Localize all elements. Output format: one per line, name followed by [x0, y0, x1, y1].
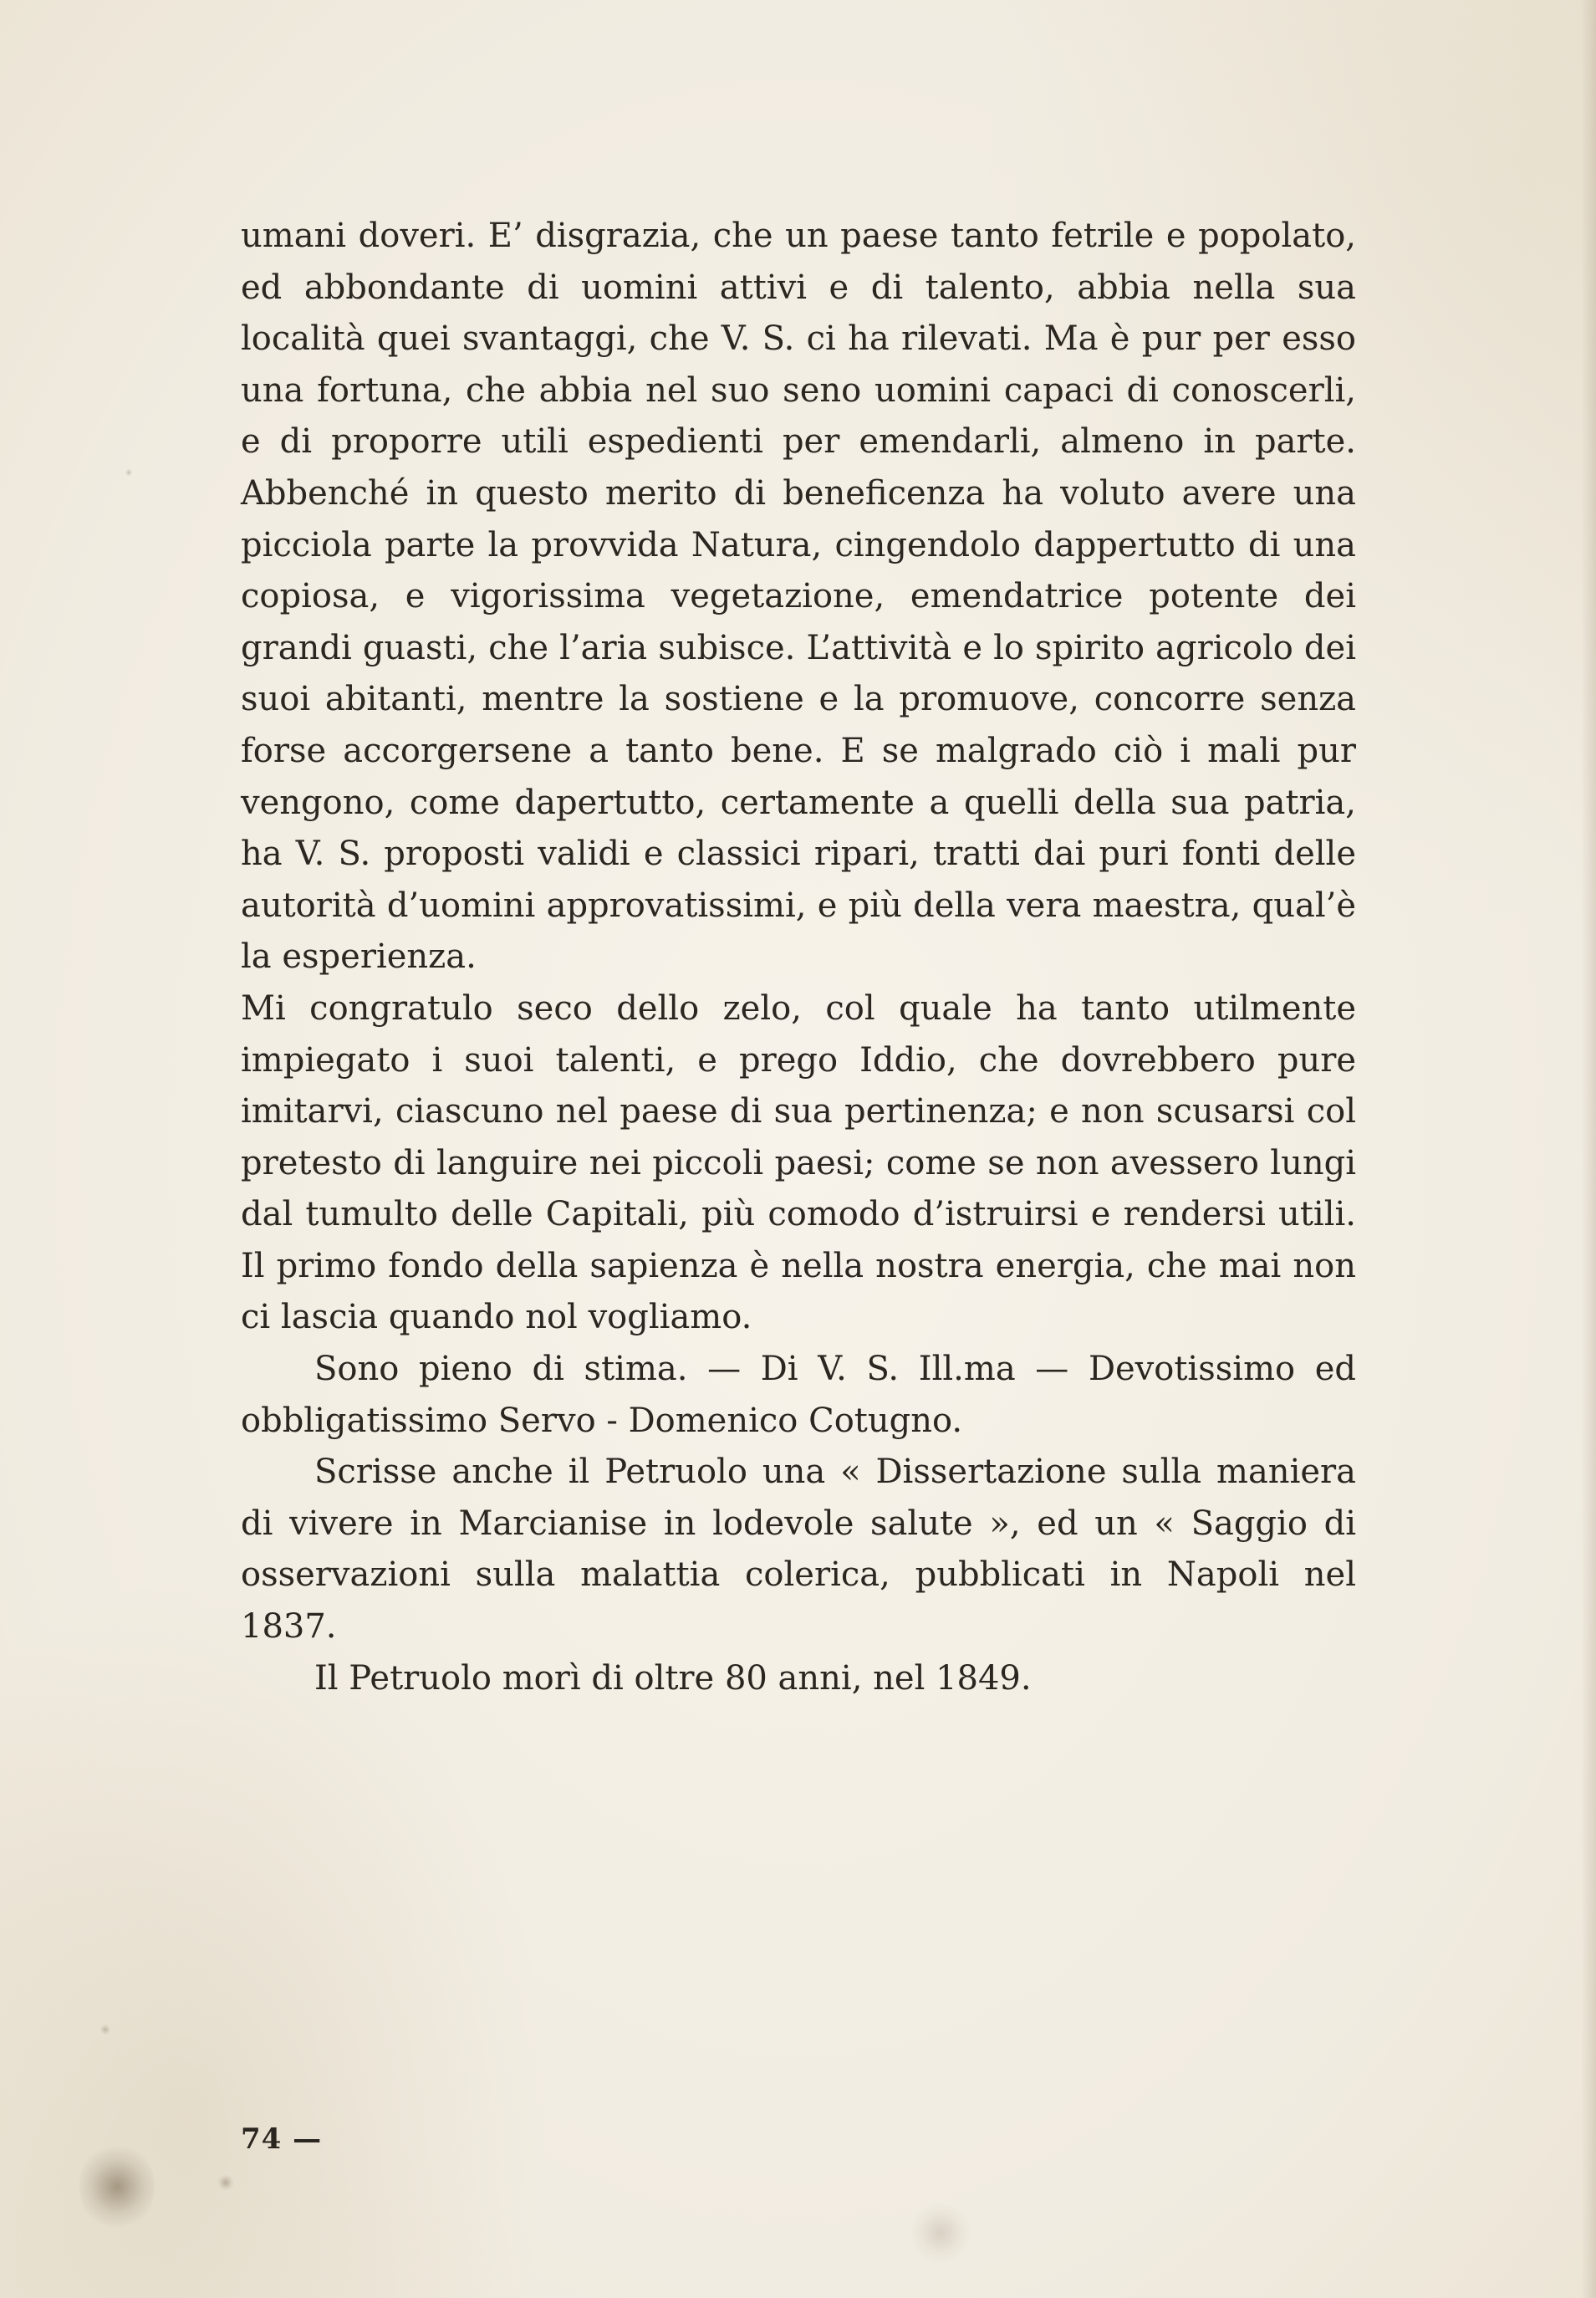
paper-stain [217, 2174, 234, 2191]
paper-stain [911, 2199, 970, 2266]
paragraph-congratulations: Mi congratulo seco dello zelo, col quale ha tanto utilmente impiegato i suoi talenti, e prego Iddio, che dovrebbero pure imitarvi, ciascuno nel paese di sua pertinenza; e non scusarsi col pretesto di languire nei piccoli paesi; come se non avessero lungi dal tumulto delle Capitali, più comodo d’istruirsi e rendersi utili. Il primo fondo della sapienza è nella nostra energia, che mai non ci lascia quando nol vogliamo. [241, 988, 1356, 1337]
paragraph-signature: Sono pieno di stima. — Di V. S. Ill.ma — Devotissimo ed obbligatissimo Servo - Domenico Cotugno. [241, 1350, 1356, 1440]
paragraph-letter-body: umani doveri. E’ disgrazia, che un paese tanto fetrile e popolato, ed abbondante di uomini attivi e di talento, abbia nella sua località quei svantaggi, che V. S. ci ha rilevati. Ma è pur per esso una fortuna, che abbia nel suo seno uomini capaci di conoscerli, e di proporre utili espedienti per emendarli, almeno in parte. Abbenché in questo merito di beneficenza ha voluto avere una picciola parte la provvida Natura, cingendolo dappertutto di una copiosa, e vigorissima vegetazione, emendatrice potente dei grandi guasti, che l’aria subisce. L’attività e lo spirito agricolo dei suoi abitanti, mentre la sostiene e la promuove, concorre senza forse accorgersene a tanto bene. E se malgrado ciò i mali pur vengono, come dapertutto, certamente a quelli della sua patria, ha V. S. proposti validi e classici ripari, tratti dai puri fonti delle autorità d’uomini approvatissimi, e più della vera maestra, qual’è la esperienza. [241, 217, 1356, 977]
body-text [241, 211, 1356, 1704]
paragraph-publications: Scrisse anche il Petruolo una « Dissertazione sulla maniera di vivere in Marcianise in lodevole salute », ed un « Saggio di osservazioni sulla malattia colerica, pubblicati in Napoli nel 1837. [241, 1453, 1356, 1647]
paper-stain [100, 2024, 110, 2035]
paragraph-death-note: Il Petruolo morì di oltre 80 anni, nel 1849. [314, 1658, 1032, 1698]
page-edge-shadow [1581, 0, 1596, 2298]
page-number: 74 — [241, 2122, 323, 2156]
paper-stain [79, 2141, 155, 2233]
paper-stain [125, 468, 132, 477]
